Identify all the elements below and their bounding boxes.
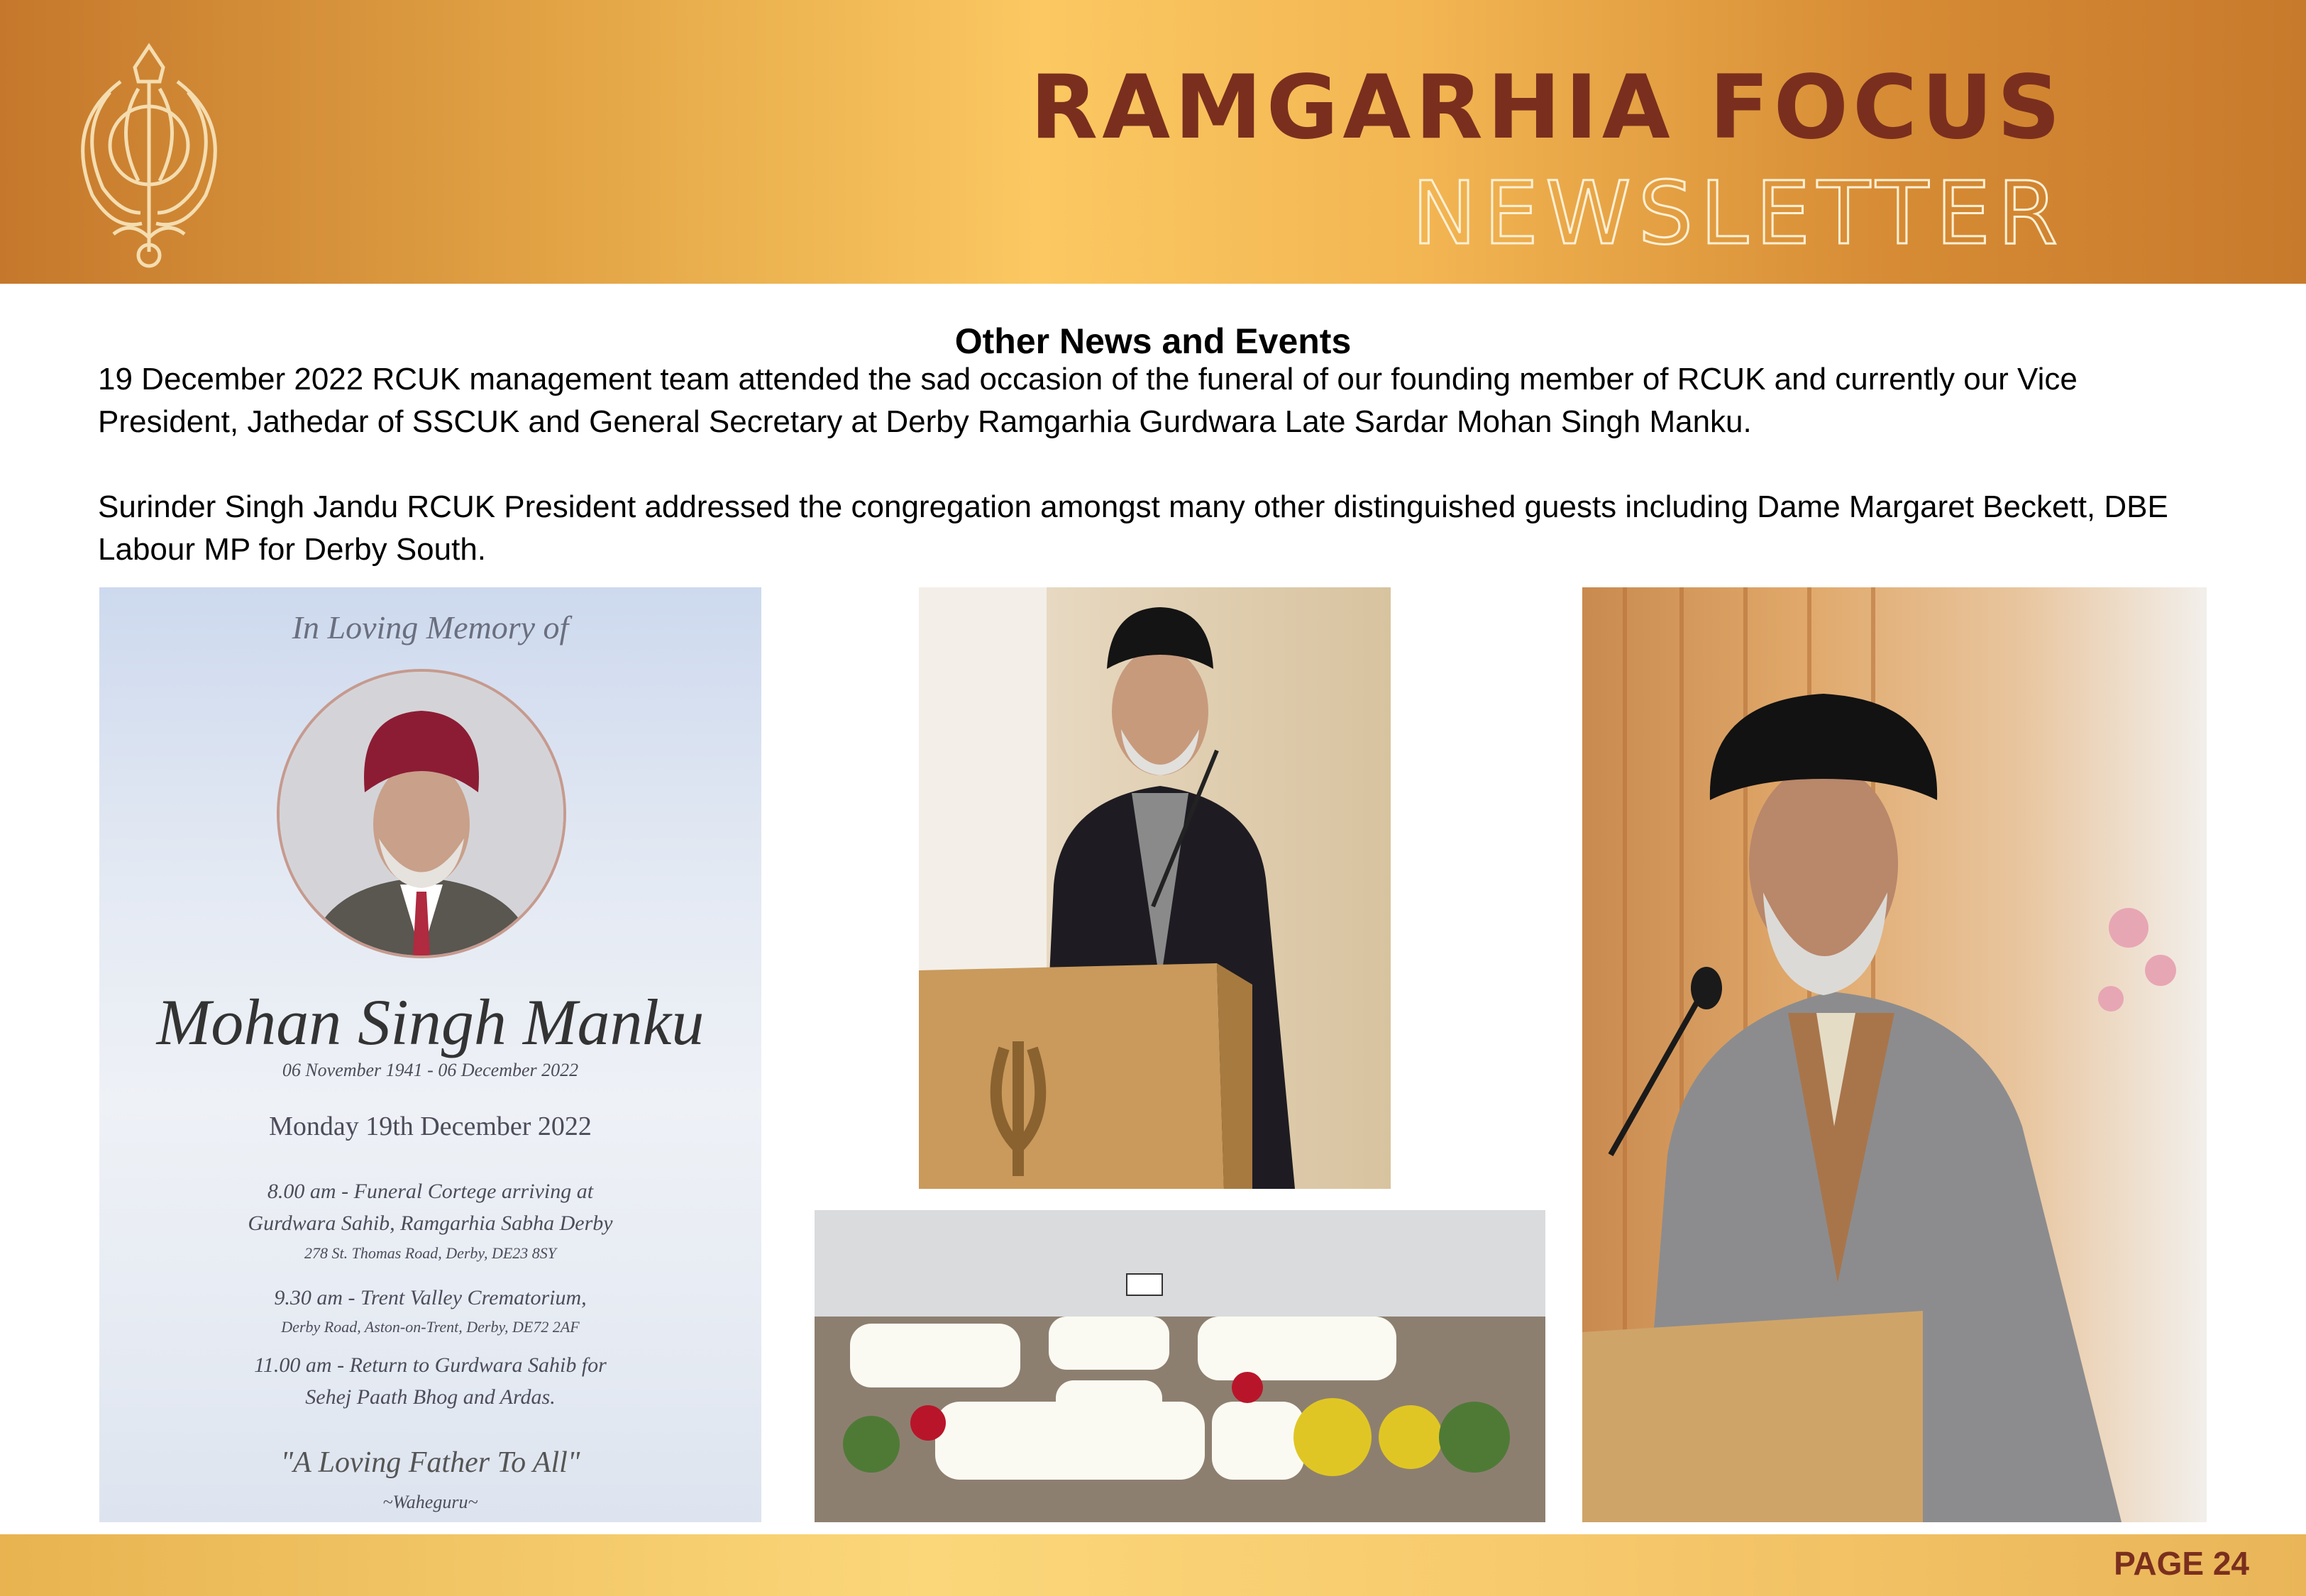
article-paragraph-1: 19 December 2022 RCUK management team attended the sad occasion of the funeral of our founding member of RCUK and currently our Vice President, Jathedar of SSCUK and General Secretary at Derby Ramgarhia Gurdwara Late Sardar Mohan Singh Manku. [98,362,2078,439]
memorial-day: Monday 19th December 2022 [269,1112,592,1141]
newsletter-subtitle: NEWSLETTER [1411,163,2065,264]
schedule-item-1-line-2: Gurdwara Sahib, Ramgarhia Sabha Derby [248,1212,613,1235]
schedule-item-2-address: Derby Road, Aston-on-Trent, Derby, DE72 2AF [281,1318,580,1336]
schedule-item-3-line-2: Sehej Paath Bhog and Ardas. [305,1385,556,1409]
schedule-item-3-line-1: 11.00 am - Return to Gurdwara Sahib for [254,1353,607,1377]
page-number: PAGE 24 [2114,1545,2249,1582]
schedule-item-1-address: 278 St. Thomas Road, Derby, DE23 8SY [304,1244,557,1262]
memorial-quote: "A Loving Father To All" [280,1446,580,1479]
section-heading: Other News and Events [954,321,1352,361]
schedule-item-2-line-1: 9.30 am - Trent Valley Crematorium, [274,1286,587,1309]
memorial-card [99,587,761,1522]
footer-bar [0,1534,2306,1596]
speaker-photo-podium [919,587,1391,1189]
article-body [98,358,2227,614]
schedule-item-1-line-1: 8.00 am - Funeral Cortege arriving at [267,1180,594,1203]
memorial-dates: 06 November 1941 - 06 December 2022 [282,1060,579,1080]
memorial-name: Mohan Singh Manku [156,986,705,1058]
memorial-sign-off: ~Waheguru~ [382,1492,478,1512]
memorial-portrait [277,669,566,958]
khanda-emblem-icon [57,39,241,280]
speaker-photo-microphone [1582,587,2207,1522]
newsletter-title: RAMGARHIA FOCUS [1030,57,2065,159]
header-banner [0,0,2306,284]
article-paragraph-2: Surinder Singh Jandu RCUK President addressed the congregation amongst many other distinguished guests including Dame Margaret Beckett, DBE Labour MP for Derby South. [98,489,2168,567]
memorial-in-memory: In Loving Memory of [292,609,569,645]
floral-tributes-photo [815,1210,1545,1522]
